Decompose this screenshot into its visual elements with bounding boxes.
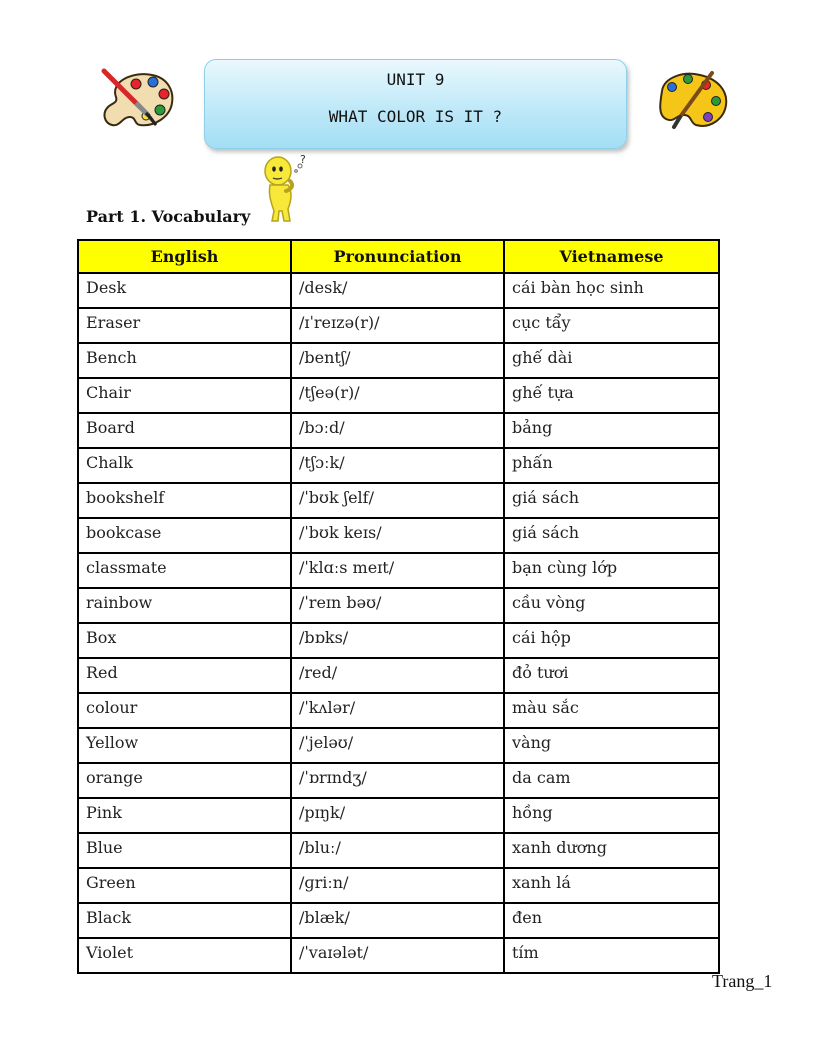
table-row: [78, 763, 719, 798]
english-word: bookcase: [78, 518, 291, 553]
column-header-vietnamese: Vietnamese: [504, 240, 719, 273]
english-word: Board: [78, 413, 291, 448]
table-row: [78, 903, 719, 938]
vietnamese-meaning: màu sắc: [504, 693, 719, 728]
english-word: colour: [78, 693, 291, 728]
column-header-english: English: [78, 240, 291, 273]
pronunciation: /bɔːd/: [291, 413, 504, 448]
pronunciation: /bɒks/: [291, 623, 504, 658]
english-word: Green: [78, 868, 291, 903]
vietnamese-meaning: xanh dương: [504, 833, 719, 868]
table-row: [78, 623, 719, 658]
table-row: [78, 938, 719, 973]
vietnamese-meaning: hồng: [504, 798, 719, 833]
table-row: [78, 273, 719, 308]
table-row: [78, 588, 719, 623]
vietnamese-meaning: bạn cùng lớp: [504, 553, 719, 588]
vietnamese-meaning: giá sách: [504, 518, 719, 553]
vietnamese-meaning: đen: [504, 903, 719, 938]
pronunciation: /bluː/: [291, 833, 504, 868]
paint-palette-icon: [100, 67, 175, 135]
table-header-row: [78, 240, 719, 273]
pronunciation: /tʃɔːk/: [291, 448, 504, 483]
english-word: Chalk: [78, 448, 291, 483]
pronunciation: /ˈkʌlər/: [291, 693, 504, 728]
table-row: [78, 553, 719, 588]
pronunciation: /pɪŋk/: [291, 798, 504, 833]
pronunciation: /ɪˈreɪzə(r)/: [291, 308, 504, 343]
table-row: [78, 833, 719, 868]
english-word: Yellow: [78, 728, 291, 763]
vietnamese-meaning: cầu vòng: [504, 588, 719, 623]
pronunciation: /ɡriːn/: [291, 868, 504, 903]
pronunciation: /blæk/: [291, 903, 504, 938]
pronunciation: /ˈvaɪələt/: [291, 938, 504, 973]
english-word: Box: [78, 623, 291, 658]
vietnamese-meaning: tím: [504, 938, 719, 973]
english-word: Black: [78, 903, 291, 938]
english-word: Eraser: [78, 308, 291, 343]
section-heading: Part 1. Vocabulary: [86, 207, 251, 226]
thinking-mascot-icon: [262, 151, 312, 223]
pronunciation: /ˈbʊk ʃelf/: [291, 483, 504, 518]
english-word: Desk: [78, 273, 291, 308]
table-row: [78, 693, 719, 728]
pronunciation: /tʃeə(r)/: [291, 378, 504, 413]
pronunciation: /red/: [291, 658, 504, 693]
vietnamese-meaning: da cam: [504, 763, 719, 798]
english-word: bookshelf: [78, 483, 291, 518]
english-word: classmate: [78, 553, 291, 588]
paint-palette-icon: [656, 69, 730, 131]
table-row: [78, 308, 719, 343]
english-word: Chair: [78, 378, 291, 413]
english-word: Pink: [78, 798, 291, 833]
pronunciation: /ˈreɪn bəʊ/: [291, 588, 504, 623]
table-row: [78, 483, 719, 518]
english-word: orange: [78, 763, 291, 798]
unit-title: WHAT COLOR IS IT ?: [328, 107, 503, 126]
pronunciation: /ˈklɑːs meɪt/: [291, 553, 504, 588]
column-header-pronunciation: Pronunciation: [291, 240, 504, 273]
vietnamese-meaning: đỏ tươi: [504, 658, 719, 693]
table-row: [78, 728, 719, 763]
pronunciation: /ˈjeləʊ/: [291, 728, 504, 763]
vietnamese-meaning: cục tẩy: [504, 308, 719, 343]
vietnamese-meaning: ghế dài: [504, 343, 719, 378]
pronunciation: /bentʃ/: [291, 343, 504, 378]
vietnamese-meaning: giá sách: [504, 483, 719, 518]
page-number: Trang_1: [712, 971, 773, 991]
vietnamese-meaning: xanh lá: [504, 868, 719, 903]
table-row: [78, 343, 719, 378]
unit-number: UNIT 9: [386, 70, 445, 89]
vietnamese-meaning: cái hộp: [504, 623, 719, 658]
vietnamese-meaning: vàng: [504, 728, 719, 763]
pronunciation: /desk/: [291, 273, 504, 308]
vietnamese-meaning: phấn: [504, 448, 719, 483]
unit-title-box: [204, 59, 627, 149]
table-row: [78, 798, 719, 833]
vietnamese-meaning: bảng: [504, 413, 719, 448]
english-word: Red: [78, 658, 291, 693]
vocabulary-table: [77, 239, 720, 974]
table-row: [78, 378, 719, 413]
table-row: [78, 868, 719, 903]
table-row: [78, 448, 719, 483]
english-word: Bench: [78, 343, 291, 378]
vietnamese-meaning: cái bàn học sinh: [504, 273, 719, 308]
english-word: Violet: [78, 938, 291, 973]
pronunciation: /ˈbʊk keɪs/: [291, 518, 504, 553]
table-row: [78, 413, 719, 448]
pronunciation: /ˈɒrɪndʒ/: [291, 763, 504, 798]
english-word: rainbow: [78, 588, 291, 623]
vietnamese-meaning: ghế tựa: [504, 378, 719, 413]
table-row: [78, 518, 719, 553]
table-row: [78, 658, 719, 693]
svg-text:?: ?: [300, 153, 306, 166]
english-word: Blue: [78, 833, 291, 868]
